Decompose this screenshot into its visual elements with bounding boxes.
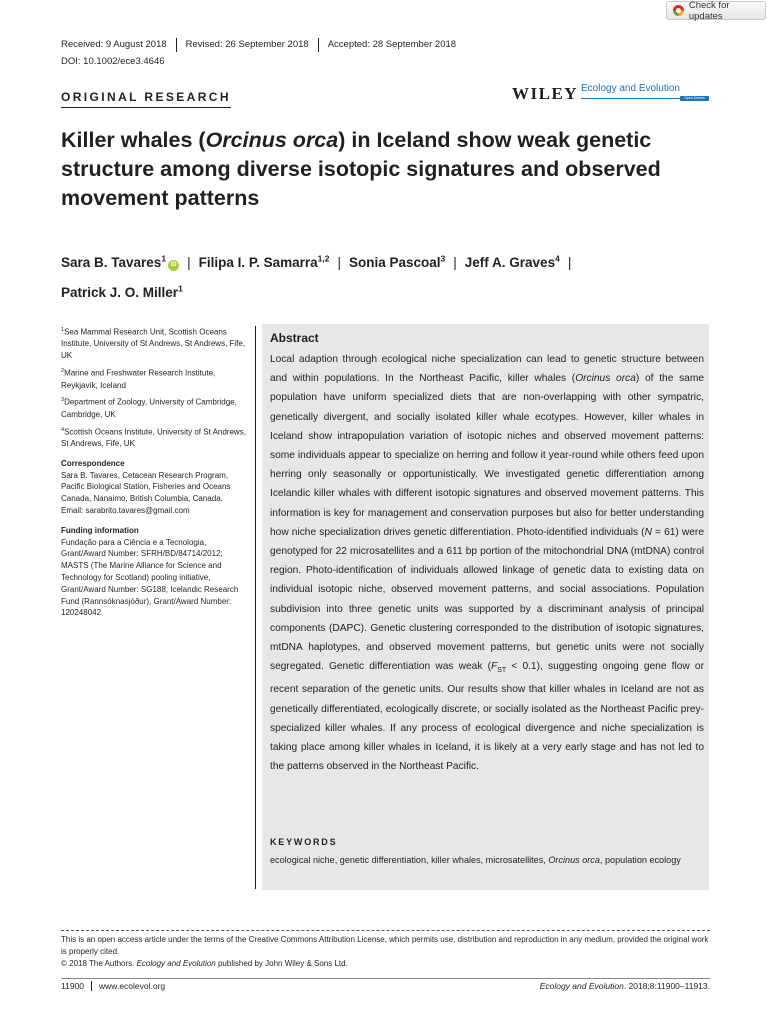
received-date: Received: 9 August 2018 <box>61 39 167 50</box>
affiliation: $^1$Sea Mammal Research Unit, Scottish Oceans Institute, University of St Andrews, St Andrews, Fife, UK <box>61 327 246 361</box>
check-for-updates-button[interactable] <box>666 1 766 20</box>
keywords-list: ecological niche, genetic differentiation, killer whales, microsatellites, Orcinus orca, population ecology <box>270 855 681 865</box>
article-title <box>61 126 701 213</box>
accepted-date: Accepted: 28 September 2018 <box>318 38 465 52</box>
correspondence-text: Sara B. Tavares, Cetacean Research Program, Pacific Biological Station, Fisheries and Oceans Canada, Nanaimo, British Columbia, Canada. <box>61 470 231 504</box>
footer-dashed-divider <box>61 930 710 931</box>
author[interactable]: Sara B. Tavares$^1$ <box>61 253 167 270</box>
revised-date: Revised: 26 September 2018 <box>176 38 318 52</box>
open-access-badge: Open Access <box>680 96 709 101</box>
funding-text: Fundação para a Ciência e a Tecnologia, Grant/Award Number: SFRH/BD/84714/2012; MASTS (The Marine Alliance for Science and Technology for Scotland) pooling initiative, Grant/Award Number: SG188; Icelandic Research Fund (Rannsóknasjóður), Grant/Award Number: 120248042 <box>61 537 239 618</box>
author[interactable]: Jeff A. Graves$^4$ <box>464 253 560 270</box>
column-divider <box>255 326 256 889</box>
crossmark-icon <box>673 5 684 16</box>
copyright-line: © 2018 The Authors. Ecology and Evolution published by John Wiley & Sons Ltd. <box>61 959 348 968</box>
license-notice <box>61 934 710 970</box>
page-number: 11900 <box>61 981 92 991</box>
affiliation: $^2$Marine and Freshwater Research Institute, Reykjavík, Iceland <box>61 368 216 390</box>
author[interactable]: Sonia Pascoal$^3$ <box>348 253 446 270</box>
abstract-heading: Abstract <box>270 331 319 345</box>
abstract-text: Local adaption through ecological niche specialization can lead to genetic structure between and within populations. In the Northeast Pacific, killer whales (Orcinus orca) of the same population have uniform specialized diets that are non-overlapping with other sympatric, genetically divergent, and socially isolated killer whale ecotypes. However, killer whales in Iceland show intrapopulation variation of isotopic niches and observed movement patterns: some individuals appear to specialize on herring and follow it year-round while others feed upon herring only seasonally or opportunistically. We investigated genetic differentiation among Icelandic killer whales with different isotopic signatures and observed movement patterns. This information is key for management and conservation purposes but also for better understanding how niche specialization drives genetic differentiation. Photo-identified individuals (N = 61) were genotyped for 22 microsatellites and a 611 bp portion of the mitochondrial DNA (mtDNA) control region. Photo-identification of individuals allowed linkage of genetic data to existing data on individual isotopic niche, observed movement patterns, and social associations. Population subdivision into three genetic units was supported by a discriminant analysis of principal components (DAPC). Genetic clustering corresponded to the distribution of isotopic signatures, mtDNA haplotypes, and observed movement patterns, but genetic units were not socially segregated. Genetic differentiation was weak $(F_{ST} < 0.1)$, suggesting ongoing gene flow or recent separation of the genetic units. Our results show that killer whales in Iceland are not as genetically differentiated, ecologically discrete, or socially isolated as the Northeast Pacific prey-specialized killer whales. If any process of ecological divergence and niche specialization is taking place among killer whales in Iceland, it is likely at a very early stage and has not led to the patterns observed in the Northeast Pacific. <box>270 354 704 773</box>
correspondence-heading: Correspondence <box>61 458 125 468</box>
affiliation: $^4$Scottish Oceans Institute, University of St Andrews, St Andrews, Fife, UK <box>61 426 246 448</box>
title-text-2: ) in Iceland show weak genetic structure among diverse isotopic signatures and observed movement patterns <box>61 128 661 210</box>
author-list: Sara B. Tavares$^1$iD | Filipa I. P. Samarra$^{1,2}$ | Sonia Pascoal$^3$ | Jeff A. Graves$^4$ | Patrick J. O. Miller$^1$ <box>61 253 572 300</box>
affiliation: $^3$Department of Zoology, University of Cambridge, Cambridge, UK <box>61 397 237 419</box>
title-text-1: Killer whales ( <box>61 128 206 152</box>
author[interactable]: Filipa I. P. Samarra$^{1,2}$ <box>198 253 330 270</box>
keywords-heading: KEYWORDS <box>270 837 338 847</box>
publisher-logo: WILEY <box>512 84 579 103</box>
funding-heading: Funding information <box>61 525 139 535</box>
page-footer-left <box>61 981 165 991</box>
article-info-column <box>61 325 246 619</box>
orcid-icon[interactable]: iD <box>168 260 179 271</box>
correspondence-email[interactable]: Email: sarabrito.tavares@gmail.com <box>61 505 190 515</box>
journal-citation: Ecology and Evolution. 2018;8:11900–11913. <box>539 981 710 991</box>
article-dates <box>61 38 465 52</box>
journal-website-link[interactable]: www.ecolevol.org <box>99 981 166 991</box>
journal-name: Ecology and Evolution <box>581 83 680 94</box>
author[interactable]: Patrick J. O. Miller$^1$ <box>61 283 183 300</box>
title-species: Orcinus orca <box>205 128 339 152</box>
doi[interactable]: DOI: 10.1002/ece3.4646 <box>61 56 165 67</box>
license-text: This is an open access article under the terms of the Creative Commons Attribution License, which permits use, distribution and reproduction in any medium, provided the original work is properly cited. <box>61 935 709 956</box>
check-for-updates-label: Check for updates <box>688 0 730 22</box>
footer-divider <box>61 978 710 979</box>
article-section: ORIGINAL RESEARCH <box>61 90 231 108</box>
